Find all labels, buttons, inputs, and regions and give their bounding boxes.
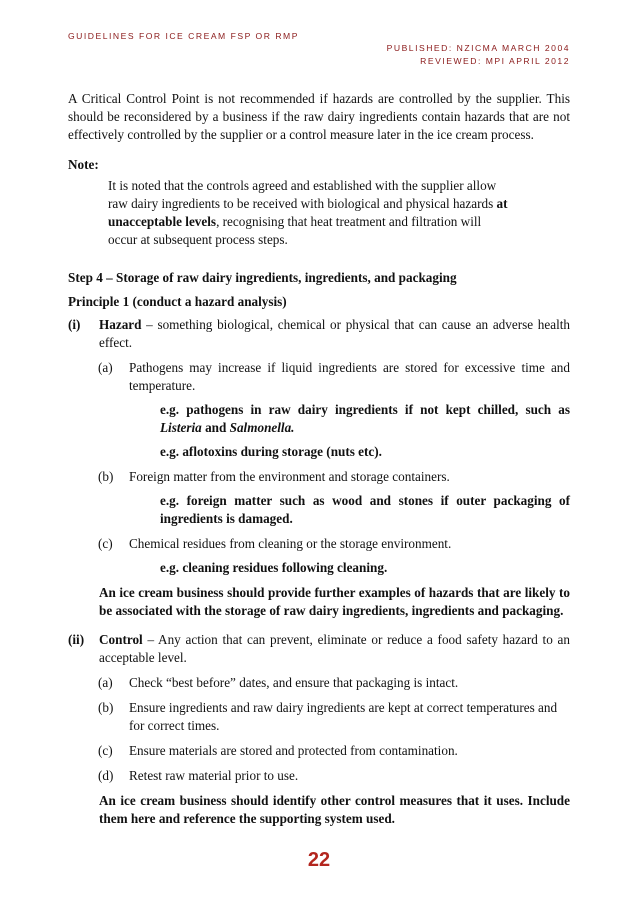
hazard-definition — [68, 316, 570, 352]
example-a1-listeria: Listeria — [160, 420, 202, 435]
hazard-number: (i) — [68, 317, 81, 332]
control-closing-note: An ice cream business should identify other control measures that it uses. Include them here and reference the supporting system used. — [99, 793, 570, 826]
hazard-term: Hazard — [99, 317, 142, 332]
control-definition — [68, 631, 570, 667]
example-a1-mid: and — [201, 420, 230, 435]
hazard-closing-note: An ice cream business should provide further examples of hazards that are likely to be associated with the storage of raw dairy ingredients, ingredients and packaging. — [99, 585, 570, 618]
note-label: Note: — [68, 157, 99, 172]
published-line: PUBLISHED: NZICMA MARCH 2004 — [386, 43, 570, 53]
hazard-item-a — [68, 359, 570, 395]
note-text-emphasis: at unacceptable levels — [108, 196, 508, 229]
control-item-d-text: Retest raw material prior to use. — [129, 768, 299, 783]
hazard-item-c-text: Chemical residues from cleaning or the storage environment. — [129, 536, 452, 551]
hazard-example-b: e.g. foreign matter such as wood and stones if outer packaging of ingredients is damaged. — [160, 493, 570, 526]
hazard-item-b-text: Foreign matter from the environment and storage containers. — [129, 469, 450, 484]
control-number: (ii) — [68, 632, 85, 647]
principle-heading: Principle 1 (conduct a hazard analysis) — [68, 294, 287, 309]
reviewed-line: REVIEWED: MPI APRIL 2012 — [420, 56, 570, 66]
control-item-c — [68, 742, 570, 760]
control-item-d — [68, 767, 570, 785]
control-item-a-num: (a) — [98, 675, 113, 690]
hazard-definition-text: – something biological, chemical or physical that can cause an adverse health effect. — [99, 317, 570, 350]
note-text-end: , recognising that heat treatment and filtration will occur at subsequent process steps. — [108, 214, 482, 247]
control-item-a-text: Check “best before” dates, and ensure that packaging is intact. — [129, 675, 459, 690]
control-item-c-text: Ensure materials are stored and protected from contamination. — [129, 743, 458, 758]
hazard-example-c: e.g. cleaning residues following cleaning. — [160, 560, 388, 575]
running-header-dates — [387, 42, 570, 68]
control-item-d-num: (d) — [98, 768, 114, 783]
hazard-item-c — [68, 535, 570, 553]
hazard-item-c-num: (c) — [98, 536, 113, 551]
control-item-b — [68, 699, 570, 735]
page-body — [68, 90, 570, 828]
example-a1-start: e.g. pathogens in raw dairy ingredients if not kept chilled, such as — [160, 402, 570, 417]
control-item-b-text: Ensure ingredients and raw dairy ingredients are kept at correct temperatures and for correct times. — [129, 700, 558, 733]
step-heading: Step 4 – Storage of raw dairy ingredients, ingredients, and packaging — [68, 270, 457, 285]
note-text-start: It is noted that the controls agreed and established with the supplier allow raw dairy ingredients to be received with biological and physical hazards — [108, 178, 497, 211]
control-item-a — [68, 674, 570, 692]
control-term: Control — [99, 632, 143, 647]
control-definition-text: – Any action that can prevent, eliminate or reduce a food safety hazard to an acceptable level. — [99, 632, 570, 665]
hazard-item-b-num: (b) — [98, 469, 114, 484]
control-item-c-num: (c) — [98, 743, 113, 758]
page-number: 22 — [307, 849, 331, 871]
example-a1-salmonella: Salmonella. — [229, 420, 295, 435]
note-text — [108, 177, 508, 249]
hazard-item-a-num: (a) — [98, 360, 113, 375]
intro-paragraph: A Critical Control Point is not recommended if hazards are controlled by the supplier. This should be reconsidered by a business if the raw dairy ingredients contain hazards that are not effectively controlled by the supplier or a control measure later in the ice cream process. — [68, 91, 570, 142]
hazard-item-b — [68, 468, 570, 486]
control-item-b-num: (b) — [98, 700, 114, 715]
hazard-example-a1 — [68, 401, 570, 437]
hazard-item-a-text: Pathogens may increase if liquid ingredients are stored for excessive time and temperature. — [129, 360, 570, 393]
hazard-example-a2: e.g. aflotoxins during storage (nuts etc). — [160, 444, 382, 459]
running-header-title: GUIDELINES FOR ICE CREAM FSP OR RMP — [68, 31, 299, 41]
